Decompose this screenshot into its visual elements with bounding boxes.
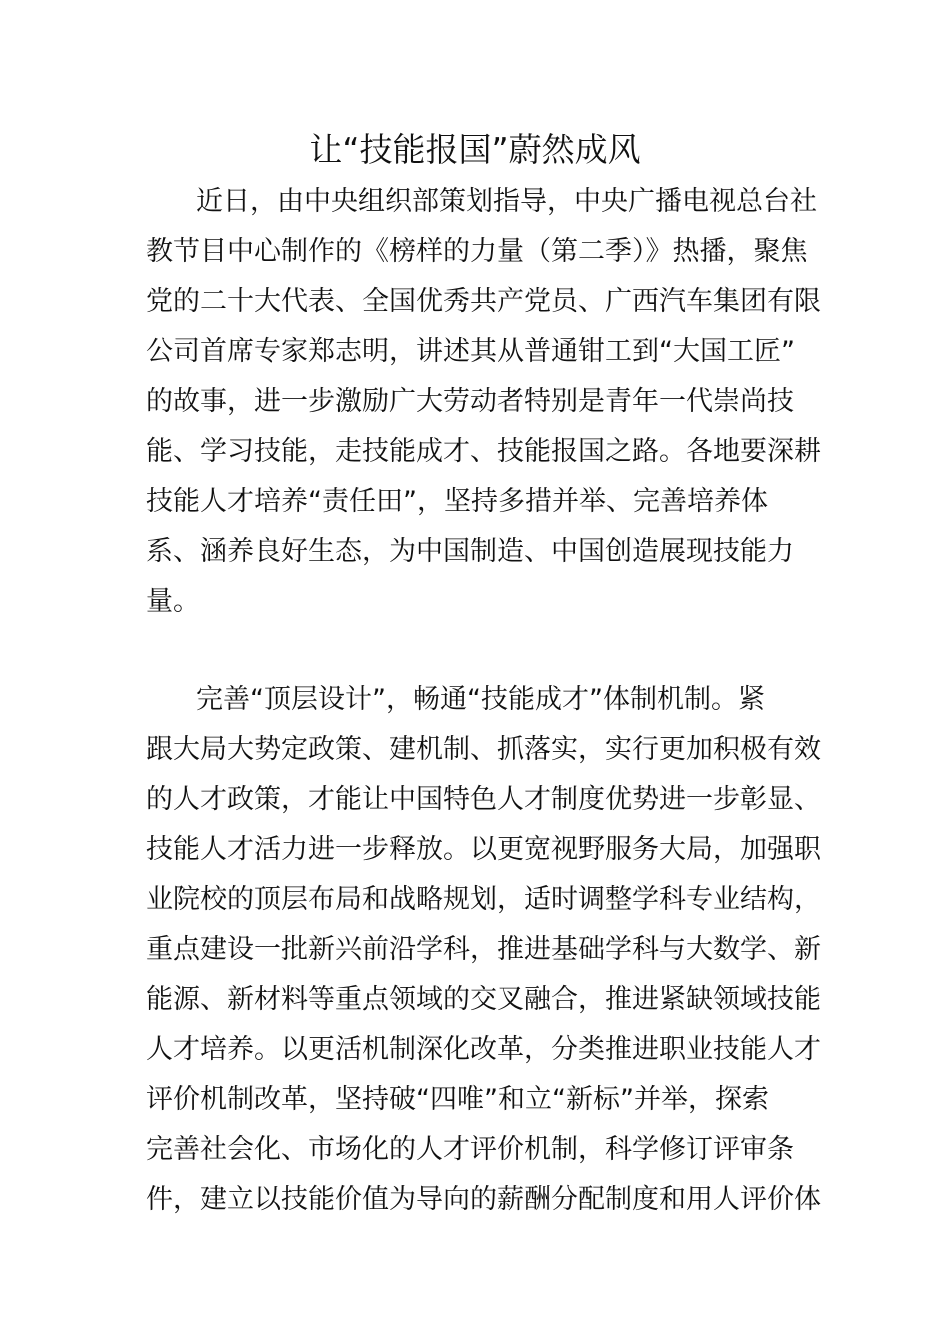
paragraph-2-line-8: 人才培养。以更活机制深化改革，分类推进职业技能人才 bbox=[146, 1034, 821, 1065]
paragraph-1-line-9: 量。 bbox=[146, 586, 200, 617]
paragraph-2-line-7: 能源、新材料等重点领域的交叉融合，推进紧缺领域技能 bbox=[146, 984, 821, 1015]
paragraph-1-line-7: 技能人才培养“责任田”，坚持多措并举、完善培养体 bbox=[146, 486, 768, 517]
paragraph-2-line-4: 技能人才活力进一步释放。以更宽视野服务大局，加强职 bbox=[146, 834, 821, 865]
paragraph-2-line-3: 的人才政策，才能让中国特色人才制度优势进一步彰显、 bbox=[146, 784, 821, 815]
paragraph-2-line-11: 件，建立以技能价值为导向的薪酬分配制度和用人评价体 bbox=[146, 1184, 821, 1215]
paragraph-2-line-9: 评价机制改革，坚持破“四唯”和立“新标”并举，探索 bbox=[146, 1084, 769, 1115]
paragraph-1-line-8: 系、涵养良好生态，为中国制造、中国创造展现技能力 bbox=[146, 536, 794, 567]
paragraph-2-line-10: 完善社会化、市场化的人才评价机制，科学修订评审条 bbox=[146, 1134, 794, 1165]
paragraph-2-line-2: 跟大局大势定政策、建机制、抓落实，实行更加积极有效 bbox=[146, 734, 821, 765]
paragraph-1-line-4: 公司首席专家郑志明，讲述其从普通钳工到“大国工匠” bbox=[146, 336, 795, 367]
paragraph-2-line-5: 业院校的顶层布局和战略规划，适时调整学科专业结构， bbox=[146, 884, 821, 915]
paragraph-1-line-2: 教节目中心制作的《榜样的力量（第二季）》热播，聚焦 bbox=[146, 236, 808, 267]
paragraph-1-line-3: 党的二十大代表、全国优秀共产党员、广西汽车集团有限 bbox=[146, 286, 821, 317]
paragraph-1-line-5: 的故事，进一步激励广大劳动者特别是青年一代崇尚技 bbox=[146, 386, 794, 417]
paragraph-2-line-6: 重点建设一批新兴前沿学科，推进基础学科与大数学、新 bbox=[146, 934, 821, 965]
paragraph-2-line-1: 完善“顶层设计”，畅通“技能成才”体制机制。紧 bbox=[196, 684, 765, 715]
paragraph-1-line-6: 能、学习技能，走技能成才、技能报国之路。各地要深耕 bbox=[146, 436, 821, 467]
paragraph-1-line-1: 近日，由中央组织部策划指导，中央广播电视总台社 bbox=[196, 186, 817, 217]
page-title: 让“技能报国”蔚然成风 bbox=[309, 130, 641, 169]
